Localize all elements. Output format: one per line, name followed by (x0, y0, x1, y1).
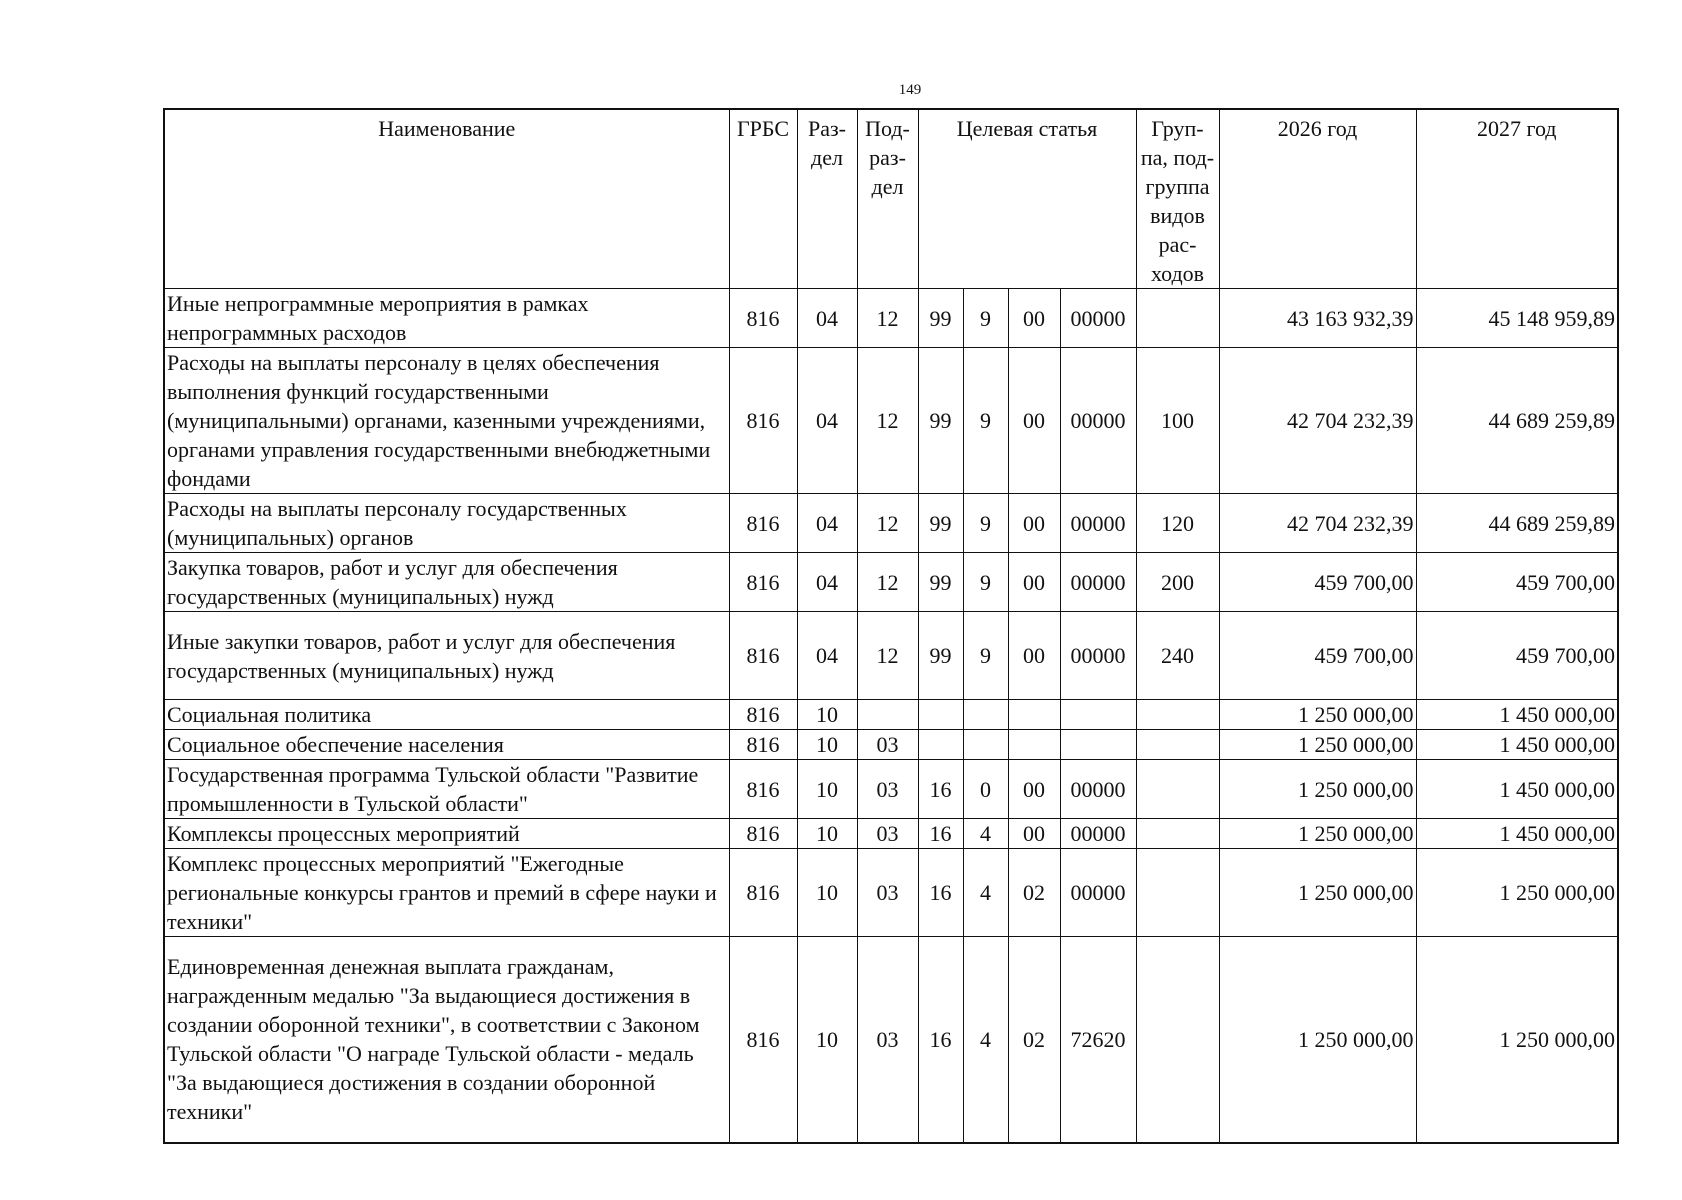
target-element-cell: 00 (1008, 819, 1060, 849)
grbs-cell: 816 (729, 553, 797, 612)
target-direction-cell: 00000 (1060, 612, 1136, 700)
table-body (164, 289, 1618, 1143)
row-name: Расходы на выплаты персоналу государственных (муниципальных) органов (164, 494, 729, 553)
table-row (164, 494, 1618, 553)
grbs-cell: 816 (729, 494, 797, 553)
header-target-article: Целевая статья (918, 109, 1136, 289)
expense-group-cell: 240 (1136, 612, 1219, 700)
expense-group-cell (1136, 937, 1219, 1143)
target-direction-cell (1060, 730, 1136, 760)
target-program-cell: 16 (918, 819, 963, 849)
amount-2027-cell: 1 250 000,00 (1416, 937, 1618, 1143)
target-direction-cell: 00000 (1060, 553, 1136, 612)
target-element-cell (1008, 730, 1060, 760)
target-program-cell: 99 (918, 494, 963, 553)
amount-2026-cell: 1 250 000,00 (1219, 700, 1416, 730)
expense-group-cell (1136, 289, 1219, 348)
target-direction-cell: 72620 (1060, 937, 1136, 1143)
target-program-cell (918, 730, 963, 760)
grbs-cell: 816 (729, 612, 797, 700)
amount-2026-cell: 43 163 932,39 (1219, 289, 1416, 348)
razdel-cell: 04 (797, 289, 857, 348)
target-direction-cell: 00000 (1060, 819, 1136, 849)
expense-group-cell: 120 (1136, 494, 1219, 553)
target-subprogram-cell: 9 (963, 612, 1008, 700)
row-name: Иные непрограммные мероприятия в рамках непрограммных расходов (164, 289, 729, 348)
header-razdel: Раз-дел (797, 109, 857, 289)
razdel-cell: 10 (797, 760, 857, 819)
target-program-cell: 16 (918, 760, 963, 819)
expense-group-cell (1136, 700, 1219, 730)
amount-2027-cell: 1 450 000,00 (1416, 730, 1618, 760)
razdel-cell: 10 (797, 937, 857, 1143)
header-expense-group: Груп-па, под-группа видов рас-ходов (1136, 109, 1219, 289)
razdel-cell: 04 (797, 553, 857, 612)
row-name: Социальное обеспечение населения (164, 730, 729, 760)
razdel-cell: 10 (797, 819, 857, 849)
target-subprogram-cell: 9 (963, 494, 1008, 553)
razdel-cell: 10 (797, 849, 857, 937)
row-name: Закупка товаров, работ и услуг для обеспечения государственных (муниципальных) нужд (164, 553, 729, 612)
expense-group-cell (1136, 730, 1219, 760)
target-subprogram-cell (963, 700, 1008, 730)
amount-2027-cell: 459 700,00 (1416, 553, 1618, 612)
razdel-cell: 04 (797, 494, 857, 553)
amount-2026-cell: 42 704 232,39 (1219, 494, 1416, 553)
amount-2027-cell: 44 689 259,89 (1416, 494, 1618, 553)
expense-group-cell (1136, 849, 1219, 937)
grbs-cell: 816 (729, 819, 797, 849)
target-direction-cell: 00000 (1060, 494, 1136, 553)
target-element-cell: 00 (1008, 348, 1060, 494)
amount-2027-cell: 1 250 000,00 (1416, 849, 1618, 937)
amount-2026-cell: 459 700,00 (1219, 553, 1416, 612)
podrazdel-cell: 12 (857, 553, 918, 612)
target-program-cell: 16 (918, 849, 963, 937)
target-program-cell (918, 700, 963, 730)
header-grbs: ГРБС (729, 109, 797, 289)
target-subprogram-cell: 9 (963, 289, 1008, 348)
page-number: 149 (898, 82, 922, 98)
razdel-cell: 10 (797, 730, 857, 760)
target-direction-cell: 00000 (1060, 348, 1136, 494)
grbs-cell: 816 (729, 289, 797, 348)
target-element-cell: 00 (1008, 760, 1060, 819)
target-element-cell: 00 (1008, 553, 1060, 612)
table-row (164, 849, 1618, 937)
target-element-cell: 02 (1008, 937, 1060, 1143)
row-name: Социальная политика (164, 700, 729, 730)
podrazdel-cell: 03 (857, 819, 918, 849)
amount-2027-cell: 1 450 000,00 (1416, 700, 1618, 730)
razdel-cell: 10 (797, 700, 857, 730)
amount-2026-cell: 1 250 000,00 (1219, 730, 1416, 760)
target-subprogram-cell (963, 730, 1008, 760)
target-subprogram-cell: 4 (963, 849, 1008, 937)
header-year-2026: 2026 год (1219, 109, 1416, 289)
target-program-cell: 99 (918, 612, 963, 700)
target-direction-cell: 00000 (1060, 289, 1136, 348)
target-program-cell: 16 (918, 937, 963, 1143)
table-row (164, 553, 1618, 612)
target-element-cell: 00 (1008, 289, 1060, 348)
podrazdel-cell: 03 (857, 760, 918, 819)
table-row (164, 819, 1618, 849)
amount-2026-cell: 1 250 000,00 (1219, 849, 1416, 937)
grbs-cell: 816 (729, 849, 797, 937)
podrazdel-cell: 12 (857, 289, 918, 348)
expense-group-cell (1136, 760, 1219, 819)
table-row (164, 730, 1618, 760)
target-element-cell: 00 (1008, 494, 1060, 553)
amount-2027-cell: 1 450 000,00 (1416, 819, 1618, 849)
target-subprogram-cell: 9 (963, 348, 1008, 494)
podrazdel-cell: 12 (857, 612, 918, 700)
table-row (164, 700, 1618, 730)
podrazdel-cell: 03 (857, 730, 918, 760)
razdel-cell: 04 (797, 612, 857, 700)
header-year-2027: 2027 год (1416, 109, 1618, 289)
target-direction-cell (1060, 700, 1136, 730)
target-element-cell (1008, 700, 1060, 730)
table-row (164, 760, 1618, 819)
row-name: Иные закупки товаров, работ и услуг для обеспечения государственных (муниципальных) нужд (164, 612, 729, 700)
target-program-cell: 99 (918, 348, 963, 494)
target-element-cell: 02 (1008, 849, 1060, 937)
target-program-cell: 99 (918, 553, 963, 612)
target-subprogram-cell: 4 (963, 819, 1008, 849)
podrazdel-cell: 12 (857, 348, 918, 494)
target-subprogram-cell: 9 (963, 553, 1008, 612)
target-element-cell: 00 (1008, 612, 1060, 700)
amount-2026-cell: 1 250 000,00 (1219, 760, 1416, 819)
grbs-cell: 816 (729, 700, 797, 730)
amount-2026-cell: 1 250 000,00 (1219, 937, 1416, 1143)
grbs-cell: 816 (729, 937, 797, 1143)
expense-group-cell: 100 (1136, 348, 1219, 494)
row-name: Единовременная денежная выплата гражданам, награжденным медалью "За выдающиеся достижения в создании оборонной техники", в соответствии с Законом Тульской области "О награде Тульской области - медаль "За выдающиеся достижения в создании оборонной техники" (164, 937, 729, 1143)
target-direction-cell: 00000 (1060, 760, 1136, 819)
razdel-cell: 04 (797, 348, 857, 494)
amount-2027-cell: 459 700,00 (1416, 612, 1618, 700)
row-name: Государственная программа Тульской области "Развитие промышленности в Тульской области" (164, 760, 729, 819)
target-subprogram-cell: 4 (963, 937, 1008, 1143)
table-row (164, 612, 1618, 700)
expense-group-cell: 200 (1136, 553, 1219, 612)
row-name: Комплекс процессных мероприятий "Ежегодные региональные конкурсы грантов и премий в сфере науки и техники" (164, 849, 729, 937)
row-name: Расходы на выплаты персоналу в целях обеспечения выполнения функций государственными (муниципальными) органами, казенными учреждениями, органами управления государственными внебюджетными фондами (164, 348, 729, 494)
table-row (164, 348, 1618, 494)
target-subprogram-cell: 0 (963, 760, 1008, 819)
amount-2027-cell: 1 450 000,00 (1416, 760, 1618, 819)
table-header-row (164, 109, 1618, 289)
table-row (164, 937, 1618, 1143)
expense-group-cell (1136, 819, 1219, 849)
podrazdel-cell: 03 (857, 849, 918, 937)
target-program-cell: 99 (918, 289, 963, 348)
podrazdel-cell: 03 (857, 937, 918, 1143)
table-row (164, 289, 1618, 348)
amount-2026-cell: 459 700,00 (1219, 612, 1416, 700)
target-direction-cell: 00000 (1060, 849, 1136, 937)
amount-2027-cell: 45 148 959,89 (1416, 289, 1618, 348)
amount-2026-cell: 1 250 000,00 (1219, 819, 1416, 849)
amount-2026-cell: 42 704 232,39 (1219, 348, 1416, 494)
grbs-cell: 816 (729, 348, 797, 494)
podrazdel-cell (857, 700, 918, 730)
header-podrazdel: Под-раз-дел (857, 109, 918, 289)
grbs-cell: 816 (729, 730, 797, 760)
row-name: Комплексы процессных мероприятий (164, 819, 729, 849)
header-name: Наименование (164, 109, 729, 289)
budget-table (163, 108, 1619, 1144)
grbs-cell: 816 (729, 760, 797, 819)
amount-2027-cell: 44 689 259,89 (1416, 348, 1618, 494)
podrazdel-cell: 12 (857, 494, 918, 553)
